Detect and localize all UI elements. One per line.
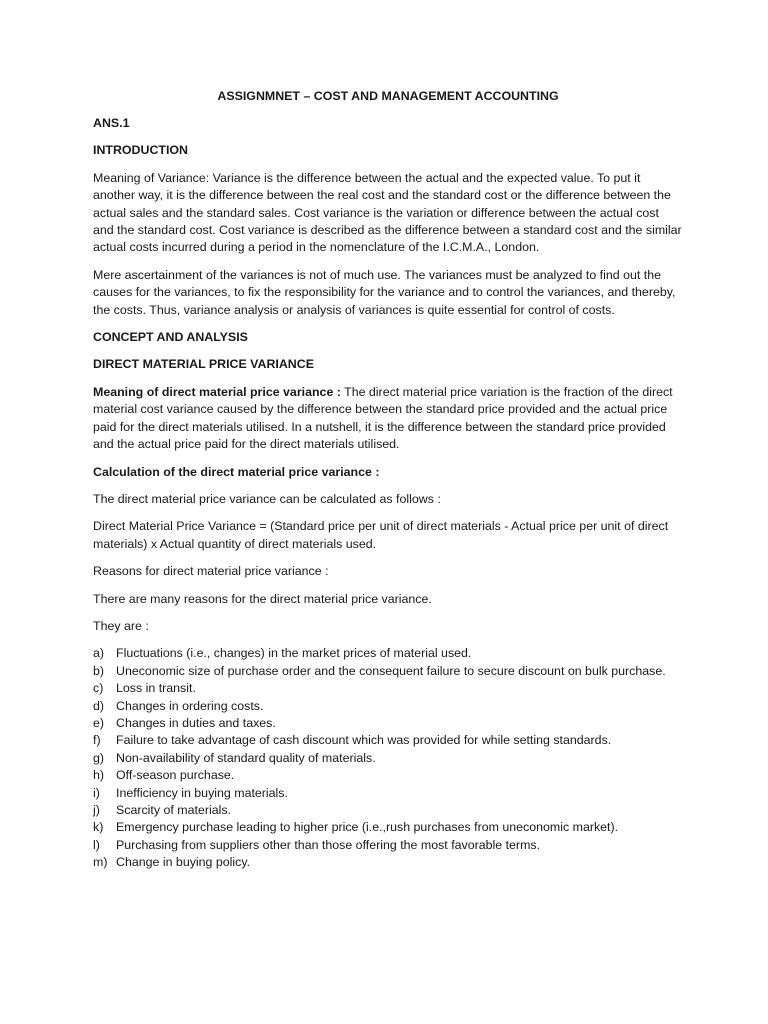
answer-label: ANS.1 — [93, 116, 130, 130]
list-item — [93, 750, 683, 767]
dmpv-heading: DIRECT MATERIAL PRICE VARIANCE — [93, 357, 314, 372]
list-marker: d) — [93, 698, 105, 713]
list-item — [93, 802, 683, 819]
list-marker: i) — [93, 785, 100, 800]
calculation-intro: The direct material price variance can be calculated as follows : — [93, 491, 441, 506]
reasons-intro: There are many reasons for the direct material price variance. — [93, 591, 432, 606]
document-page — [93, 88, 683, 872]
list-marker: m) — [93, 855, 108, 870]
list-item — [93, 645, 683, 662]
list-marker: g) — [93, 750, 105, 765]
concept-heading: CONCEPT AND ANALYSIS — [93, 330, 248, 345]
list-item-text: Changes in ordering costs. — [116, 698, 264, 713]
list-item-text: Purchasing from suppliers other than those offering the most favorable terms. — [116, 837, 541, 852]
list-marker: f) — [93, 733, 101, 748]
list-item-text: Loss in transit. — [116, 681, 196, 696]
list-item-text: Failure to take advantage of cash discount which was provided for while setting standards. — [116, 733, 612, 748]
list-item — [93, 785, 683, 802]
list-item — [93, 854, 683, 871]
meaning-label: Meaning of direct material price variance : — [93, 384, 341, 399]
list-item-text: Non-availability of standard quality of materials. — [116, 750, 376, 765]
list-item — [93, 819, 683, 836]
list-item-text: Emergency purchase leading to higher price (i.e.,rush purchases from uneconomic market). — [116, 820, 619, 835]
reasons-heading: Reasons for direct material price variance : — [93, 564, 329, 579]
list-marker: b) — [93, 663, 105, 678]
calculation-heading: Calculation of the direct material price variance : — [93, 464, 380, 479]
list-marker: j) — [93, 803, 100, 817]
list-item — [93, 663, 683, 680]
intro-paragraph-2: Mere ascertainment of the variances is not of much use. The variances must be analyzed to find out the causes for the variances, to fix the responsibility for the variance and to control the variances, and thereby, the costs. Thus, variance analysis or analysis of variances is quite essential for control of costs. — [93, 267, 676, 317]
list-item — [93, 698, 683, 715]
intro-paragraph-1: Meaning of Variance: Variance is the difference between the actual and the expected value. To put it another way, it is the difference between the real cost and the standard cost or the difference between the actual sales and the standard sales. Cost variance is the variation or difference between the actual cost and the standard cost. Cost variance is described as the difference between a standard cost and the similar actual costs incurred during a period in the nomenclature of the I.C.M.A., London. — [93, 170, 682, 255]
list-marker: e) — [93, 715, 105, 730]
list-item-text: Change in buying policy. — [116, 855, 251, 870]
list-item-text: Fluctuations (i.e., changes) in the market prices of material used. — [116, 646, 472, 661]
list-marker: h) — [93, 768, 105, 783]
list-item-text: Inefficiency in buying materials. — [116, 785, 288, 800]
list-item-text: Changes in duties and taxes. — [116, 715, 276, 730]
they-are-label: They are : — [93, 618, 149, 633]
list-item-text: Uneconomic size of purchase order and the consequent failure to secure discount on bulk purchase. — [116, 663, 666, 678]
list-marker: c) — [93, 681, 104, 696]
list-marker: a) — [93, 646, 105, 661]
list-item-text: Scarcity of materials. — [116, 803, 231, 817]
list-marker: k) — [93, 820, 104, 835]
formula-paragraph: Direct Material Price Variance = (Standard price per unit of direct materials - Actual price per unit of direct materials) x Actual quantity of direct materials used. — [93, 519, 669, 551]
meaning-text: The direct material price variation is the fraction of the direct material cost variance caused by the difference between the standard price provided and the actual price paid for the direct materials utilised. In a nutshell, it is the difference between the standard price provided and the actual price paid for the direct materials utilised. — [93, 384, 673, 452]
document-title: ASSIGNMNET – COST AND MANAGEMENT ACCOUNTING — [217, 89, 559, 103]
list-item — [93, 767, 683, 784]
meaning-paragraph — [93, 384, 683, 454]
intro-heading: INTRODUCTION — [93, 143, 188, 158]
list-item — [93, 837, 683, 854]
list-item — [93, 732, 683, 749]
list-item-text: Off-season purchase. — [116, 768, 235, 783]
list-marker: l) — [93, 837, 100, 852]
list-item — [93, 680, 683, 697]
reasons-list — [93, 645, 683, 871]
list-item — [93, 715, 683, 732]
